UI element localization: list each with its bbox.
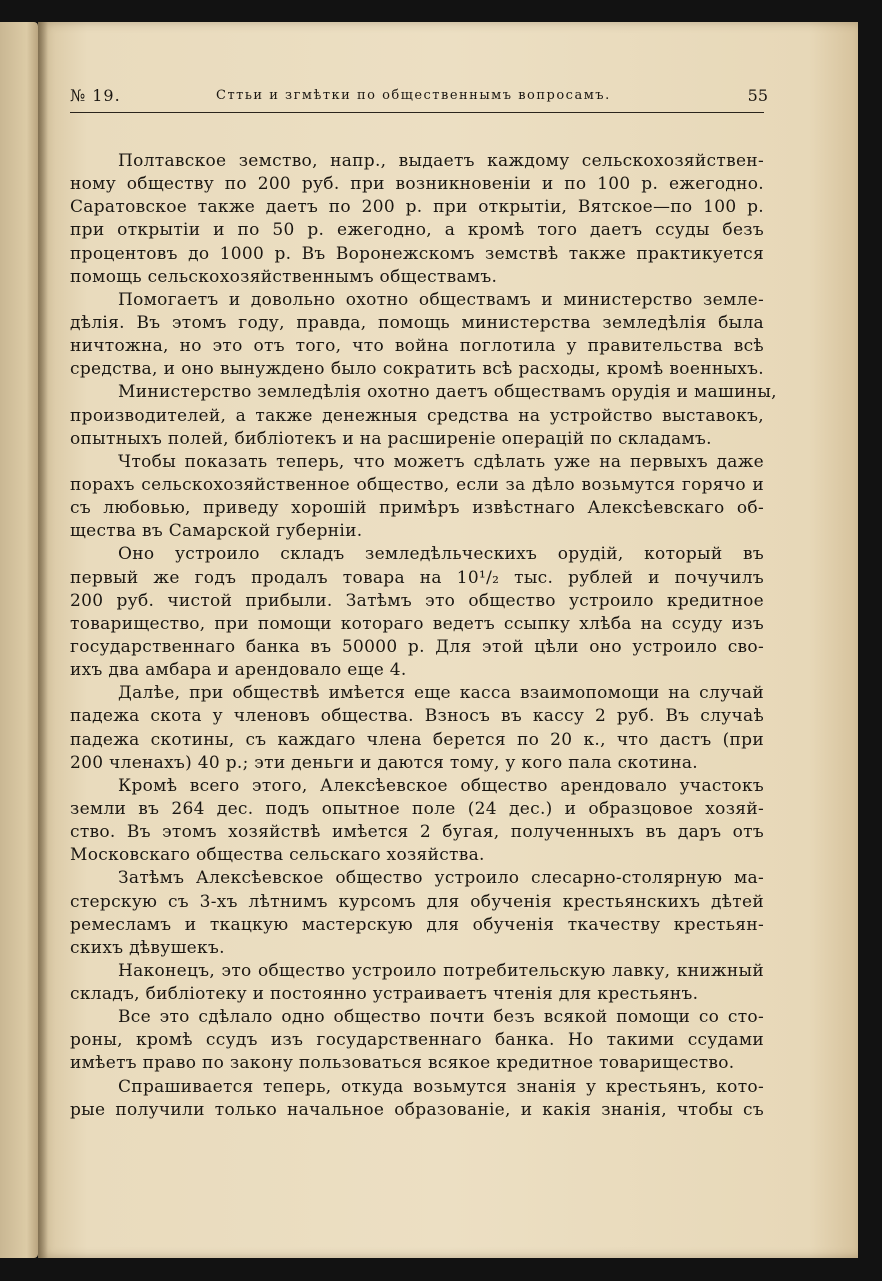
- text-line: складъ, библiотеку и постоянно устраиваетъ чтенiя для крестьянъ.: [70, 984, 699, 1005]
- text-line: земли въ 264 дес. подъ опытное поле (24 дес.) и образцовое хозяй-: [70, 798, 764, 819]
- text-line: средства, и оно вынуждено было сократить всѣ расходы, кромѣ военныхъ.: [70, 359, 764, 380]
- text-line: ство. Въ этомъ хозяйствѣ имѣется 2 бугая, полученныхъ въ даръ отъ: [70, 822, 764, 843]
- text-line: Московскаго общества сельскаго хозяйства.: [70, 845, 485, 866]
- text-line: съ любовью, приведу хорошiй примѣръ извѣстнаго Алексѣевскаго об-: [70, 498, 764, 519]
- page-spine-shadow: [38, 22, 48, 1258]
- text-line: процентовъ до 1000 р. Въ Воронежскомъ земствѣ также практикуется: [70, 243, 764, 264]
- text-line: первый же годъ продалъ товара на 10¹/₂ тыс. рублей и почучилъ: [70, 567, 764, 588]
- page-number: 55: [747, 86, 768, 105]
- text-line: Оно устроило складъ земледѣльческихъ орудiй, который въ: [118, 544, 764, 565]
- text-line: Затѣмъ Алексѣевское общество устроило слесарно-столярную ма-: [118, 868, 764, 889]
- previous-page-edge: [0, 22, 38, 1258]
- text-line: щества въ Самарской губернiи.: [70, 521, 363, 542]
- text-line: Министерство земледѣлiя охотно даетъ обществамъ орудiя и машины,: [118, 382, 777, 403]
- text-line: Чтобы показать теперь, что можетъ сдѣлать уже на первыхъ даже: [118, 451, 764, 472]
- text-line: Саратовское также даетъ по 200 р. при открытiи, Вятское—по 100 р.: [70, 197, 764, 218]
- text-line: рые получили только начальное образованiе, и какiя знанiя, чтобы съ: [70, 1099, 764, 1120]
- text-line: помощь сельскохозяйственнымъ обществамъ.: [70, 266, 498, 287]
- text-line: государственнаго банка въ 50000 р. Для этой цѣли оно устроило сво-: [70, 636, 764, 657]
- issue-number: № 19.: [70, 86, 121, 105]
- running-header: [70, 86, 768, 113]
- text-line: ремесламъ и ткацкую мастерскую для обученiя ткачеству крестьян-: [70, 914, 764, 935]
- text-line: 200 членахъ) 40 р.; эти деньги и даются тому, у кого пала скотина.: [70, 752, 698, 773]
- body-text: [70, 150, 777, 1122]
- text-line: скихъ дѣвушекъ.: [70, 937, 225, 958]
- text-line: товарищество, при помощи котораго ведетъ ссыпку хлѣба на ссуду изъ: [70, 613, 764, 634]
- text-line: производителей, а также денежныя средства на устройство выставокъ,: [70, 405, 764, 426]
- text-line: Кромѣ всего этого, Алексѣевское общество арендовало участокъ: [118, 775, 764, 796]
- text-line: порахъ сельскохозяйственное общество, если за дѣло возьмутся горячо и: [70, 474, 764, 495]
- text-line: 200 руб. чистой прибыли. Затѣмъ это общество устроило кредитное: [70, 590, 764, 611]
- text-line: Помогаетъ и довольно охотно обществамъ и министерство земле-: [118, 289, 764, 310]
- running-title: Сттьи и згмѣтки по общественнымъ вопросамъ.: [216, 88, 611, 103]
- text-line: стерскую съ 3-хъ лѣтнимъ курсомъ для обученiя крестьянскихъ дѣтей: [70, 891, 764, 912]
- text-line: Все это сдѣлало одно общество почти безъ всякой помощи со сто-: [118, 1007, 764, 1028]
- text-line: падежа скота у членовъ общества. Взносъ въ кассу 2 руб. Въ случаѣ: [70, 706, 764, 727]
- book-page: [38, 22, 858, 1258]
- text-line: Полтавское земство, напр., выдаетъ каждому сельскохозяйствен-: [118, 151, 764, 171]
- text-line: падежа скотины, съ каждаго члена берется по 20 к., что дастъ (при: [70, 729, 764, 750]
- text-line: ничтожна, но это отъ того, что война поглотила у правительства всѣ: [70, 336, 764, 357]
- text-line: ному обществу по 200 руб. при возникновенiи и по 100 р. ежегодно.: [70, 174, 764, 195]
- text-line: дѣлiя. Въ этомъ году, правда, помощь министерства земледѣлiя была: [70, 312, 764, 333]
- text-line: при открытiи и по 50 р. ежегодно, а кромѣ того даетъ ссуды безъ: [70, 220, 764, 241]
- text-line: ихъ два амбара и арендовало еще 4.: [70, 660, 407, 681]
- text-line: имѣетъ право по закону пользоваться всякое кредитное товарищество.: [70, 1053, 735, 1074]
- text-line: опытныхъ полей, библiотекъ и на расширенiе операцiй по складамъ.: [70, 428, 712, 449]
- text-line: роны, кромѣ ссудъ изъ государственнаго банка. Но такими ссудами: [70, 1030, 764, 1051]
- text-line: Спрашивается теперь, откуда возьмутся знанiя у крестьянъ, кото-: [118, 1076, 764, 1097]
- text-line: Далѣе, при обществѣ имѣется еще касса взаимопомощи на случай: [118, 683, 764, 704]
- text-line: Наконецъ, это общество устроило потребительскую лавку, книжный: [118, 960, 764, 981]
